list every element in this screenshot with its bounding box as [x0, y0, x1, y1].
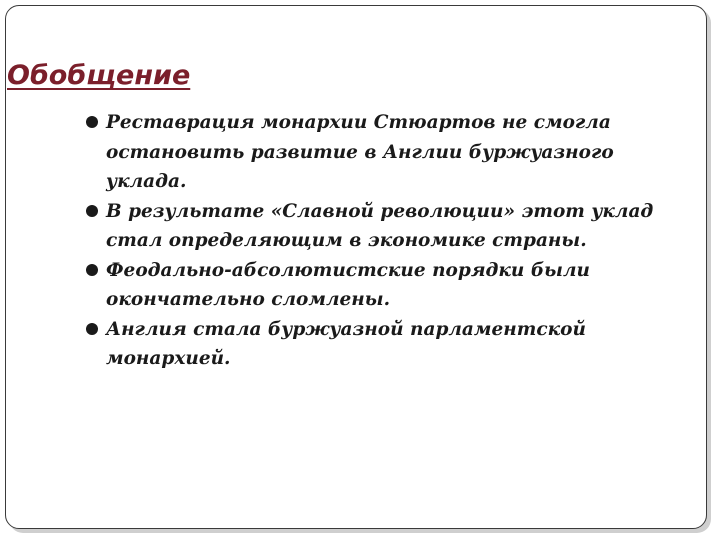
bullet-dot-icon	[86, 323, 98, 335]
bullet-item	[86, 315, 686, 374]
slide-title: Обобщение	[7, 60, 191, 91]
bullet-dot-icon	[86, 264, 98, 276]
bullet-text: Реставрация монархии Стюартов не смогла остановить развитие в Англии буржуазного уклада.	[106, 112, 614, 192]
bullet-dot-icon	[86, 116, 98, 128]
bullet-dot-icon	[86, 205, 98, 217]
bullet-item	[86, 108, 686, 197]
bullet-text: Англия стала буржуазной парламентской монархией.	[106, 318, 586, 369]
bullet-item	[86, 256, 686, 315]
bullet-item	[86, 197, 686, 256]
bullet-text: В результате «Славной революции» этот уклад стал определяющим в экономике страны.	[106, 200, 654, 251]
bullet-list	[86, 108, 686, 374]
bullet-text: Феодально-абсолютистские порядки были окончательно сломлены.	[106, 259, 590, 310]
